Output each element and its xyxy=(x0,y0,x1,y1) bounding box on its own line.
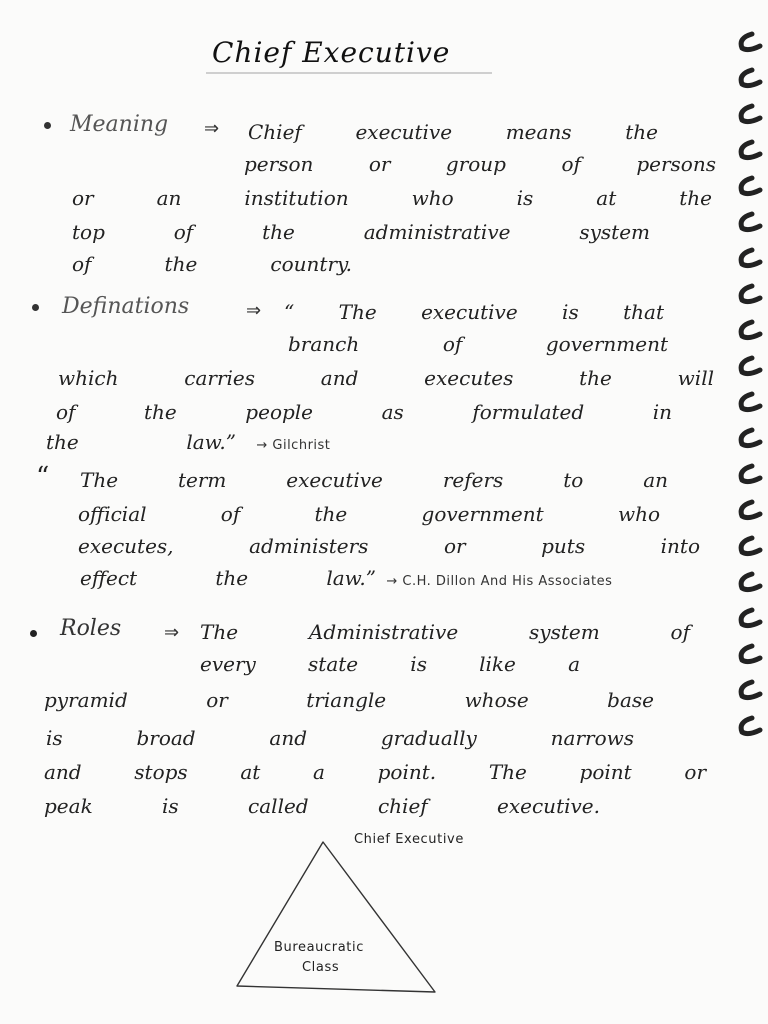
roles-line-4: is broad and gradually narrows xyxy=(46,726,634,750)
roles-line-1: The Administrative system of xyxy=(200,620,690,644)
pyramid-triangle-icon xyxy=(225,830,455,1010)
definition-1-text-end: the law.” xyxy=(46,430,236,454)
definition-2-open-quote: “ xyxy=(36,462,50,492)
definition-2-line-4 xyxy=(80,566,612,590)
roles-heading: Roles xyxy=(60,616,122,641)
meaning-line-1: Chief executive means the xyxy=(248,120,658,144)
meaning-line-4: top of the administrative system xyxy=(72,220,650,244)
title-underline xyxy=(206,72,492,74)
roles-line-6: peak is called chief executive. xyxy=(44,794,600,818)
definition-2-line-1: The term executive refers to an xyxy=(80,468,668,492)
roles-line-3: pyramid or triangle whose base xyxy=(44,688,654,712)
definition-2-author: → C.H. Dillon And His Associates xyxy=(386,574,613,589)
meaning-line-2: person or group of persons xyxy=(244,152,716,176)
meaning-bullet xyxy=(44,122,51,129)
definition-1-author: → Gilchrist xyxy=(256,438,331,453)
definition-1-line-2: branch of government xyxy=(288,332,668,356)
roles-arrow: ⇒ xyxy=(164,622,180,643)
page-title: Chief Executive xyxy=(212,36,451,69)
meaning-line-5: of the country. xyxy=(72,252,352,276)
spiral-binding-icon xyxy=(730,20,768,740)
pyramid-top-label: Chief Executive xyxy=(354,832,464,847)
meaning-arrow: ⇒ xyxy=(204,118,220,139)
definition-2-line-3: executes, administers or puts into xyxy=(78,534,700,558)
definitions-heading: Definations xyxy=(62,294,190,319)
roles-line-2: every state is like a xyxy=(200,652,580,676)
roles-line-5: and stops at a point. The point or xyxy=(44,760,706,784)
definition-1-line-5 xyxy=(46,430,330,454)
roles-bullet xyxy=(30,630,37,637)
definition-1-line-1: “ The executive is that xyxy=(284,300,664,324)
pyramid-inner-label-1: Bureaucratic xyxy=(274,940,364,955)
definition-2-text-end: effect the law.” xyxy=(80,566,376,590)
meaning-heading: Meaning xyxy=(70,112,169,137)
meaning-line-3: or an institution who is at the xyxy=(72,186,712,210)
definitions-bullet xyxy=(32,304,39,311)
definitions-arrow: ⇒ xyxy=(246,300,262,321)
definition-1-line-4: of the people as formulated in xyxy=(56,400,672,424)
definition-2-line-2: official of the government who xyxy=(78,502,660,526)
pyramid-inner-label-2: Class xyxy=(302,960,340,975)
definition-1-line-3: which carries and executes the will xyxy=(58,366,714,390)
